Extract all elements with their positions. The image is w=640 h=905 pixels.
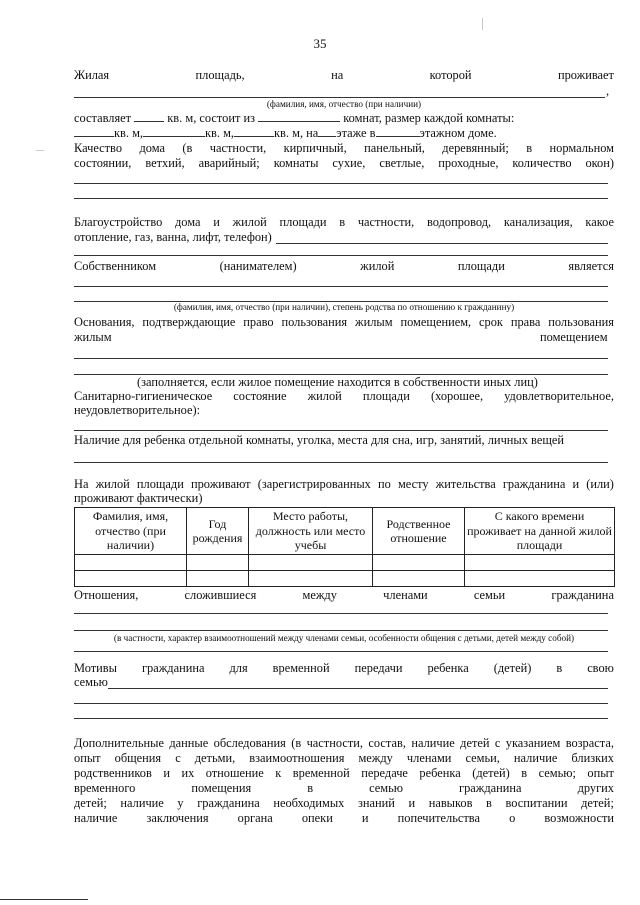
blank [74,126,114,137]
word: Дополнительные [74,736,164,750]
word: (детей) [472,766,510,780]
blank-line [74,613,608,614]
table-cell[interactable] [249,555,373,571]
word: семью; [538,766,576,780]
text: комнат, размер каждой комнаты: [343,111,515,125]
blank [318,126,336,137]
word: (нанимателем) [219,259,297,273]
word: проходные, [438,156,499,170]
word: состоянии, [74,156,132,170]
additional-line-4 [74,781,614,796]
word: гражданина [459,781,522,795]
word: Основания, [74,315,135,329]
word: пользования [281,315,348,329]
word: органа [237,811,273,825]
word: площади [279,215,327,229]
blank-line [74,97,605,98]
caption-grounds: (заполняется, если жилое помещение находится в собственности иных лиц) [137,375,538,389]
text: кв. м, состоит из [167,111,256,125]
word: площади [362,389,410,403]
word: (хорошее, [430,389,484,403]
blank-line [108,688,608,689]
word: наличие [411,736,455,750]
word: возраста, [565,736,614,750]
table-cell[interactable] [187,571,249,587]
sanitary-line-2: неудовлетворительное): [74,403,201,417]
blank-line [74,651,608,652]
word: данные [169,736,209,750]
word: временной [272,661,330,675]
word: воспитании [505,796,568,810]
residents-line-2: проживают фактически) [74,491,203,505]
word: опыт [587,766,614,780]
word: опеки [301,811,333,825]
additional-line-2 [74,751,614,766]
amenities-line-2: отопление, газ, ванна, лифт, телефон) [74,230,272,244]
word: свою [587,661,614,675]
word: в [486,796,492,810]
word: месту [397,477,429,491]
word: в [521,766,528,780]
word: подтверждающие [142,315,236,329]
table-row [75,555,615,571]
word: необходимых [273,796,345,810]
additional-line-5 [74,796,614,811]
word: канализация, [503,215,573,229]
word: частности, [357,215,415,229]
text: кв. м, [205,126,235,140]
living-space-line-1 [74,68,614,83]
word: площади [457,259,505,273]
word: гражданина [502,477,566,491]
word: жилой [95,477,130,491]
blank-line [74,286,608,287]
word: (в частности, [182,141,267,155]
word: Жилая [74,68,110,82]
word: частности, [306,736,364,750]
word: в [556,661,563,675]
word: На [74,477,89,491]
word: знаний [357,796,395,810]
scan-mark [36,150,44,151]
word: в [339,215,346,229]
word: (детей) [493,661,532,675]
word: в [526,141,533,155]
word: деревянный; [442,141,509,155]
word: и [408,796,416,810]
caption-relations: (в частности, характер взаимоотношений между членами семьи, особенности общения с детьми, детей между собой) [113,633,575,643]
blank-line [74,198,608,199]
word: детьми, [194,751,236,765]
word: попечительства [397,811,480,825]
word: возможности [544,811,615,825]
word: близких [571,751,614,765]
line-end-comma: , [606,84,610,98]
word: и [572,477,580,491]
word: наличие [120,796,164,810]
grounds-line-2-left: жилым [74,330,112,344]
living-space-line-4 [74,126,497,141]
word: (зарегистрированных [257,477,371,491]
word: указанием [505,736,561,750]
blank-line [74,718,608,719]
word: нормальном [549,141,615,155]
relations-line-1 [74,588,614,603]
word: помещением, [400,315,472,329]
word: и [361,811,369,825]
word: жилой [307,389,342,403]
owner-line-1 [74,259,614,274]
word: жилой [232,215,267,229]
word: передачи [354,661,403,675]
word: и [163,766,170,780]
word: Санитарно-гигиеническое [74,389,213,403]
additional-line-6 [74,811,614,826]
word: которой [429,68,472,82]
scan-mark [482,18,483,30]
word: жилой [360,259,395,273]
word: временной [292,766,350,780]
word: Благоустройство дома [74,215,201,229]
word: родственников [74,766,152,780]
motives-line-2: семью [74,675,108,689]
additional-line-1 [74,736,614,751]
word: с [175,751,181,765]
word: детей; [74,796,107,810]
word: других [577,781,615,795]
blank-line [74,703,608,704]
word: к [275,766,282,780]
word: наличие [513,751,558,765]
table-header-row [75,508,615,555]
table-header-cell: Родственное отношение [373,508,465,555]
word: заключения [146,811,209,825]
table-row [75,571,615,587]
word: общения [114,751,162,765]
word: передаче [361,766,408,780]
word: у [177,796,184,810]
word: панельный, [364,141,425,155]
word: кирпичный, [283,141,347,155]
word: является [568,259,614,273]
text: кв. м, на [274,126,319,140]
blank [376,126,420,137]
text: составляет [74,111,132,125]
text: этаже в [336,126,376,140]
grounds-line-1 [74,315,614,330]
blank-line [74,430,608,431]
blank [234,126,274,137]
word: ребенка [419,766,461,780]
word: сложившиеся [184,588,257,602]
word: аварийный; [198,156,260,170]
blank [134,111,164,122]
word: Отношения, [74,588,139,602]
motives-line-1 [74,661,614,676]
word: (или) [586,477,614,491]
word: для [229,661,248,675]
table-cell[interactable] [249,571,373,587]
word: количество окон) [512,156,615,170]
table-cell[interactable] [75,555,187,571]
word: с [494,736,501,750]
word: между [302,588,337,602]
grounds-line-2-right: помещением [540,330,608,344]
word: проживает [557,68,614,82]
residents-table [74,507,615,587]
word: по [378,477,391,491]
table-header-cell: Фамилия, имя, отчество (при наличии) [75,508,187,555]
word: отношение [205,766,264,780]
word: ветхий, [145,156,185,170]
table-cell[interactable] [187,555,249,571]
page-number: 35 [313,36,327,51]
word: на [331,68,344,82]
word: обследования [213,736,286,750]
table-cell[interactable] [465,555,615,571]
word: комнаты [273,156,319,170]
table-cell[interactable] [75,571,187,587]
word: гражданина [197,796,260,810]
amenities-line-1 [74,215,614,230]
caption-owner: (фамилия, имя, отчество (при наличии), степень родства по отношению к гражданину) [173,302,515,312]
word: взаимоотношения [249,751,345,765]
word: Собственником [74,259,157,273]
word: жительства [435,477,496,491]
table-header-cell: Место работы, должность или место учебы [249,508,373,555]
living-space-line-3 [74,111,514,126]
word: права [510,315,541,329]
word: между [358,751,393,765]
table-header-cell: Год рождения [187,508,249,555]
text: кв. м, [114,126,144,140]
text: этажном доме. [419,126,497,140]
word: помещения [191,781,252,795]
word: ребенка [427,661,469,675]
caption-full-name: (фамилия, имя, отчество (при наличии) [266,99,422,109]
word: временного [74,781,136,795]
sanitary-line-1 [74,389,614,404]
word: проживают [190,477,251,491]
word: наличие [74,811,118,825]
word: и [213,215,220,229]
word: гражданина [141,661,205,675]
table-cell[interactable] [373,571,465,587]
word: какое [585,215,614,229]
word: пользования [548,315,614,329]
quality-line-1 [74,141,614,156]
word: удовлетворительное, [504,389,614,403]
word: жилым [355,315,393,329]
word: состояние [233,389,287,403]
table-cell[interactable] [465,571,615,587]
additional-line-3 [74,766,614,781]
word: срок [479,315,503,329]
blank-line [74,358,608,359]
residents-line-1 [74,477,614,492]
word: семьи [473,588,506,602]
word: детей; [581,796,614,810]
blank-line [74,462,608,463]
word: детей [460,736,490,750]
word: право [243,315,274,329]
word: семьи, [465,751,500,765]
blank [143,126,205,137]
word: дома [139,141,165,155]
word: состав, [368,736,406,750]
blank-line [74,183,608,184]
footer-rule [0,899,88,900]
word: Качество [74,141,123,155]
blank-line [74,255,608,256]
table-header-cell: С какого времени проживает на данной жилой площади [465,508,615,555]
word: членами [406,751,452,765]
word: светлые, [379,156,425,170]
word: Мотивы [74,661,117,675]
blank [258,111,340,122]
quality-line-2 [74,156,614,171]
table-cell[interactable] [373,555,465,571]
word: навыков [428,796,473,810]
word: площадь, [195,68,245,82]
blank-line [74,630,608,631]
word: сухие, [332,156,366,170]
word: их [181,766,195,780]
word: членами [383,588,428,602]
word: (в [291,736,302,750]
word: водопровод, [426,215,492,229]
word: гражданина [551,588,614,602]
word: в [307,781,314,795]
word: площади [136,477,184,491]
word: о [509,811,516,825]
word: семью [369,781,404,795]
blank-line [276,243,608,244]
word: опыт [74,751,101,765]
child-room-line: Наличие для ребенка отдельной комнаты, уголка, места для сна, игр, занятий, личных вещей [74,433,564,447]
